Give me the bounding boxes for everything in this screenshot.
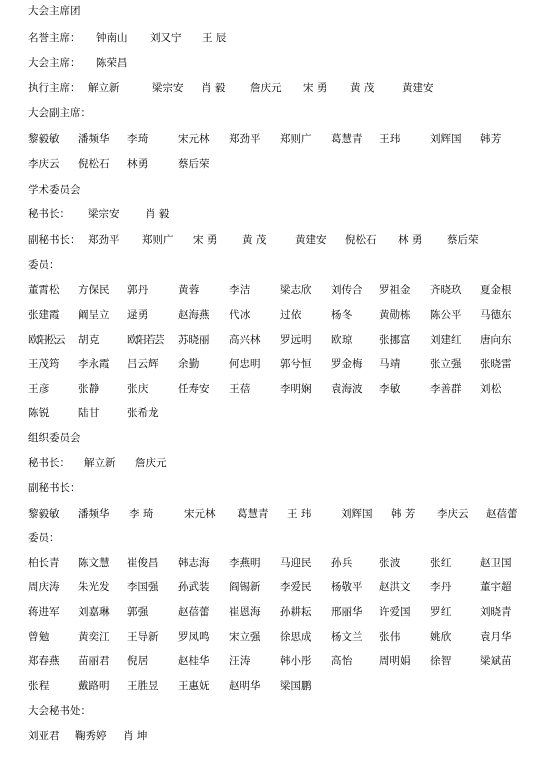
person-name: 肖 坤 (123, 730, 148, 742)
section-heading: 组织委员会 (28, 432, 81, 444)
person-name: 董霄松 (28, 284, 60, 296)
person-name: 林 勇 (127, 158, 147, 170)
person-name: 黎毅敏 (28, 133, 60, 145)
person-name: 刘辉国 (430, 133, 462, 145)
person-name: 刘晓青 (480, 606, 512, 618)
person-name: 马迎民 (280, 557, 312, 569)
person-name: 张 伟 (379, 631, 399, 643)
person-name: 马德东 (480, 309, 512, 321)
person-name: 蒋进军 (28, 606, 60, 618)
person-name: 宋 勇 (193, 234, 218, 246)
person-name: 孙耕耘 (280, 606, 312, 618)
person-name: 张 波 (379, 557, 399, 569)
person-name: 刘辉国 (341, 508, 373, 520)
section-heading: 学术委员会 (28, 184, 81, 196)
person-name: 张挪富 (379, 334, 411, 346)
person-name: 朱光发 (78, 581, 110, 593)
person-name: 王 玮 (287, 508, 312, 520)
person-name: 郑则广 (142, 234, 174, 246)
person-name: 王导新 (127, 631, 159, 643)
person-name: 刘建红 (430, 334, 462, 346)
person-name: 方保民 (78, 284, 110, 296)
person-name: 宋立强 (229, 631, 261, 643)
person-name: 李燕明 (229, 557, 261, 569)
person-name: 梁志欣 (280, 284, 312, 296)
section-heading: 大会秘书处： (28, 705, 91, 717)
person-name: 鞠秀婷 (75, 730, 107, 742)
field-label: 副秘书长： (28, 234, 81, 246)
person-name: 马 靖 (379, 358, 399, 370)
person-name: 黄 茂 (242, 234, 267, 246)
person-name: 何忠明 (229, 358, 261, 370)
field-label: 名誉主席： (28, 32, 81, 44)
person-name: 刘 松 (480, 383, 500, 395)
person-name: 夏金根 (480, 284, 512, 296)
person-name: 黎毅敏 (28, 508, 60, 520)
person-name: 赵桂华 (178, 655, 210, 667)
person-name: 赵蓓蕾 (486, 508, 518, 520)
person-name: 高兴林 (229, 334, 261, 346)
person-name: 袁月华 (480, 631, 512, 643)
person-name: 韩小彤 (280, 655, 312, 667)
person-name: 郑劲平 (88, 234, 120, 246)
person-name: 李永霞 (78, 358, 110, 370)
section-heading: 副秘书长： (28, 482, 81, 494)
person-name: 葛慧青 (237, 508, 269, 520)
person-name: 黄建安 (402, 82, 434, 94)
section-heading: 大会主席团 (28, 5, 81, 17)
person-name: 詹庆元 (250, 82, 282, 94)
person-name: 罗凤鸣 (178, 631, 210, 643)
person-name: 郑春燕 (28, 655, 60, 667)
person-name: 葛慧青 (331, 133, 363, 145)
person-name: 徐 智 (430, 655, 450, 667)
person-name: 李善群 (430, 383, 462, 395)
person-name: 梁国鹏 (280, 680, 312, 692)
person-name: 宋 勇 (303, 82, 328, 94)
person-name: 张立强 (430, 358, 462, 370)
person-name: 余 勤 (178, 358, 198, 370)
person-name: 戴路明 (78, 680, 110, 692)
person-name: 宋元林 (178, 133, 210, 145)
person-name: 李 琦 (127, 133, 147, 145)
person-name: 邢丽华 (331, 606, 363, 618)
person-name: 韩志海 (178, 557, 210, 569)
person-name: 齐晓玖 (430, 284, 462, 296)
person-name: 李 敏 (379, 383, 399, 395)
person-name: 李庆云 (437, 508, 469, 520)
person-name: 阚呈立 (78, 309, 110, 321)
person-name: 欧 琼 (331, 334, 351, 346)
person-name: 唐向东 (480, 334, 512, 346)
person-name: 黄 茂 (350, 82, 375, 94)
person-name: 李 洁 (229, 284, 249, 296)
person-name: 解立新 (84, 457, 116, 469)
section-heading: 委员： (28, 532, 60, 544)
person-name: 崔恩海 (229, 606, 261, 618)
person-name: 杨敬平 (331, 581, 363, 593)
person-name: 汪 涛 (229, 655, 249, 667)
person-name: 过 依 (280, 309, 300, 321)
person-name: 肖 毅 (201, 82, 226, 94)
person-name: 倪 居 (127, 655, 147, 667)
person-name: 杨 冬 (331, 309, 351, 321)
person-name: 罗远明 (280, 334, 312, 346)
person-name: 罗金梅 (331, 358, 363, 370)
person-name: 张晓雷 (480, 358, 512, 370)
person-name: 杨文兰 (331, 631, 363, 643)
person-name: 郭兮恒 (280, 358, 312, 370)
person-name: 罗祖金 (379, 284, 411, 296)
person-name: 王茂筠 (28, 358, 60, 370)
person-name: 孙 兵 (331, 557, 351, 569)
person-name: 陈荣昌 (96, 57, 128, 69)
person-name: 柏长青 (28, 557, 60, 569)
person-name: 张 庆 (127, 383, 147, 395)
person-name: 孙武装 (178, 581, 210, 593)
person-name: 姚 欣 (430, 631, 450, 643)
person-name: 赵卫国 (480, 557, 512, 569)
person-name: 王 辰 (202, 32, 227, 44)
person-name: 罗 红 (430, 606, 450, 618)
person-name: 蔡后荣 (178, 158, 210, 170)
field-label: 秘书长： (28, 208, 70, 220)
person-name: 周庆涛 (28, 581, 60, 593)
person-name: 李 琦 (129, 508, 154, 520)
person-name: 黄奕江 (78, 631, 110, 643)
section-heading: 大会副主席： (28, 107, 91, 119)
person-name: 阎锡新 (229, 581, 261, 593)
person-name: 逯 勇 (127, 309, 147, 321)
person-name: 郑则广 (280, 133, 312, 145)
person-name: 欧阳若芸 (127, 334, 163, 346)
person-name: 赵洪文 (379, 581, 411, 593)
person-name: 曾 勉 (28, 631, 48, 643)
person-name: 李 丹 (430, 581, 450, 593)
person-name: 代 冰 (229, 309, 249, 321)
person-name: 张 红 (430, 557, 450, 569)
person-name: 崔俊昌 (127, 557, 159, 569)
person-name: 林 勇 (398, 234, 423, 246)
person-name: 陈 锐 (28, 407, 48, 419)
person-name: 刘传合 (331, 284, 363, 296)
person-name: 黄 蓉 (178, 284, 198, 296)
person-name: 郭 丹 (127, 284, 147, 296)
person-name: 詹庆元 (135, 457, 167, 469)
person-name: 李爱民 (280, 581, 312, 593)
person-name: 赵海燕 (178, 309, 210, 321)
person-name: 倪松石 (78, 158, 110, 170)
person-name: 王惠妩 (178, 680, 210, 692)
person-name: 吕云辉 (127, 358, 159, 370)
person-name: 陈公平 (430, 309, 462, 321)
person-name: 张 程 (28, 680, 48, 692)
person-name: 王胜昱 (127, 680, 159, 692)
person-name: 肖 毅 (145, 208, 170, 220)
field-label: 秘书长： (28, 457, 70, 469)
person-name: 张建霞 (28, 309, 60, 321)
person-name: 陆 甘 (78, 407, 98, 419)
person-name: 董宇超 (480, 581, 512, 593)
person-name: 王 彦 (28, 383, 48, 395)
person-name: 欧阳松云 (28, 334, 64, 346)
field-label: 大会主席： (28, 57, 81, 69)
field-label: 执行主席： (28, 82, 81, 94)
person-name: 李明娴 (280, 383, 312, 395)
person-name: 任寿安 (178, 383, 210, 395)
person-name: 王 蓓 (229, 383, 249, 395)
person-name: 潘频华 (78, 133, 110, 145)
person-name: 黄建安 (295, 234, 327, 246)
person-name: 刘嘉琳 (78, 606, 110, 618)
person-name: 许爱国 (379, 606, 411, 618)
person-name: 梁斌苗 (480, 655, 512, 667)
person-name: 周明娟 (379, 655, 411, 667)
person-name: 钟南山 (96, 32, 128, 44)
person-name: 倪松石 (345, 234, 377, 246)
person-name: 刘又宁 (150, 32, 182, 44)
person-name: 张希龙 (127, 407, 159, 419)
person-name: 潘频华 (78, 508, 110, 520)
person-name: 韩 芳 (480, 133, 500, 145)
person-name: 高 怡 (331, 655, 351, 667)
person-name: 解立新 (88, 82, 120, 94)
person-name: 郑劲平 (229, 133, 261, 145)
person-name: 袁海波 (331, 383, 363, 395)
person-name: 赵明华 (229, 680, 261, 692)
person-name: 李庆云 (28, 158, 60, 170)
person-name: 赵蓓蕾 (178, 606, 210, 618)
person-name: 蔡后荣 (447, 234, 479, 246)
person-name: 苏晓丽 (178, 334, 210, 346)
person-name: 韩 芳 (391, 508, 416, 520)
person-name: 黄勋栋 (379, 309, 411, 321)
person-name: 陈文慧 (78, 557, 110, 569)
person-name: 张 静 (78, 383, 98, 395)
person-name: 宋元林 (184, 508, 216, 520)
person-name: 王 玮 (379, 133, 399, 145)
person-name: 刘亚君 (28, 730, 60, 742)
person-name: 李国强 (127, 581, 159, 593)
section-heading: 委员： (28, 259, 60, 271)
person-name: 郭 强 (127, 606, 147, 618)
person-name: 梁宗安 (88, 208, 120, 220)
person-name: 胡 克 (78, 334, 98, 346)
person-name: 苗丽君 (78, 655, 110, 667)
person-name: 梁宗安 (152, 82, 184, 94)
person-name: 徐思成 (280, 631, 312, 643)
